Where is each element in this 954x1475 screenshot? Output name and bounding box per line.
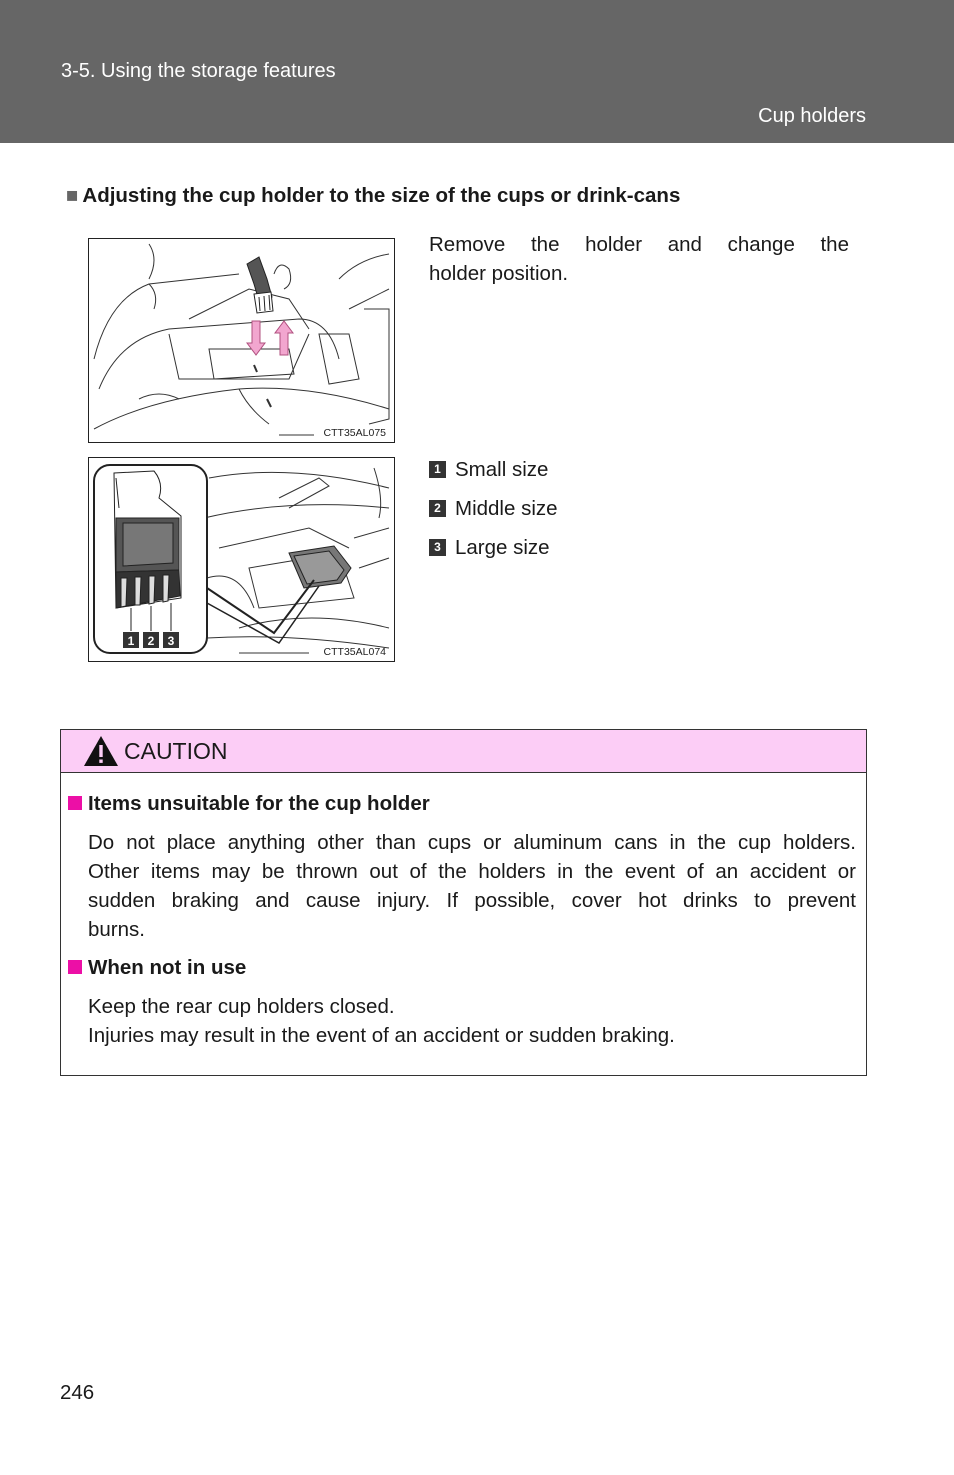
paragraph-line: Injuries may result in the event of an accident or sudden braking. (88, 1024, 675, 1047)
instruction-line-1: Remove the holder and change the (429, 233, 849, 256)
size-label: Small size (455, 457, 549, 481)
paragraph-line: sudden braking and cause injury. If possible, cover hot drinks to prevent (88, 889, 856, 912)
cup-holder-insert (247, 257, 273, 313)
caution-box (60, 729, 867, 1076)
size-label: Middle size (455, 496, 558, 520)
console-illustration (89, 239, 394, 442)
page-header (0, 0, 954, 143)
figure-remove-holder (88, 238, 395, 443)
up-down-arrows-icon (247, 321, 293, 355)
list-item (429, 489, 558, 528)
number-badge-icon: 2 (429, 500, 446, 517)
caution-heading-text: Items unsuitable for the cup holder (88, 792, 430, 815)
callout-3: 3 (167, 634, 175, 648)
page-number: 246 (60, 1381, 95, 1404)
list-item (429, 450, 558, 489)
heading-text: Adjusting the cup holder to the size of the cups or drink-cans (82, 184, 681, 207)
caution-heading (68, 956, 246, 980)
paragraph-line: burns. (88, 918, 145, 941)
caution-title: CAUTION (124, 738, 228, 764)
figure-holder-sizes (88, 457, 395, 662)
callout-2: 2 (147, 634, 155, 648)
paragraph-line: Other items may be thrown out of the holders in the event of an accident or (88, 860, 856, 883)
topic-title: Cup holders (758, 105, 866, 127)
instruction-line-2: holder position. (429, 262, 569, 285)
caution-heading (68, 792, 430, 816)
callout-1: 1 (127, 634, 135, 648)
size-illustration (89, 458, 394, 661)
paragraph-line: Do not place anything other than cups or aluminum cans in the cup holders. (88, 831, 856, 854)
list-item (429, 528, 558, 567)
size-list (429, 450, 558, 567)
caution-paragraph (88, 992, 856, 1050)
installed-holder (289, 546, 351, 588)
warning-triangle-icon (83, 735, 119, 767)
figure-code: CTT35AL074 (323, 646, 386, 658)
caution-paragraph (88, 828, 856, 944)
section-title: 3-5. Using the storage features (61, 60, 336, 82)
magenta-square-bullet-icon (68, 960, 82, 974)
figure-code: CTT35AL075 (323, 427, 386, 439)
magenta-square-bullet-icon (68, 796, 82, 810)
square-bullet-icon: ■ (66, 184, 79, 207)
caution-heading-text: When not in use (88, 956, 247, 979)
number-badge-icon: 1 (429, 461, 446, 478)
section-heading (66, 184, 680, 208)
number-badge-icon: 3 (429, 539, 446, 556)
size-label: Large size (455, 535, 550, 559)
paragraph-line: Keep the rear cup holders closed. (88, 995, 395, 1018)
caution-header (61, 730, 866, 773)
